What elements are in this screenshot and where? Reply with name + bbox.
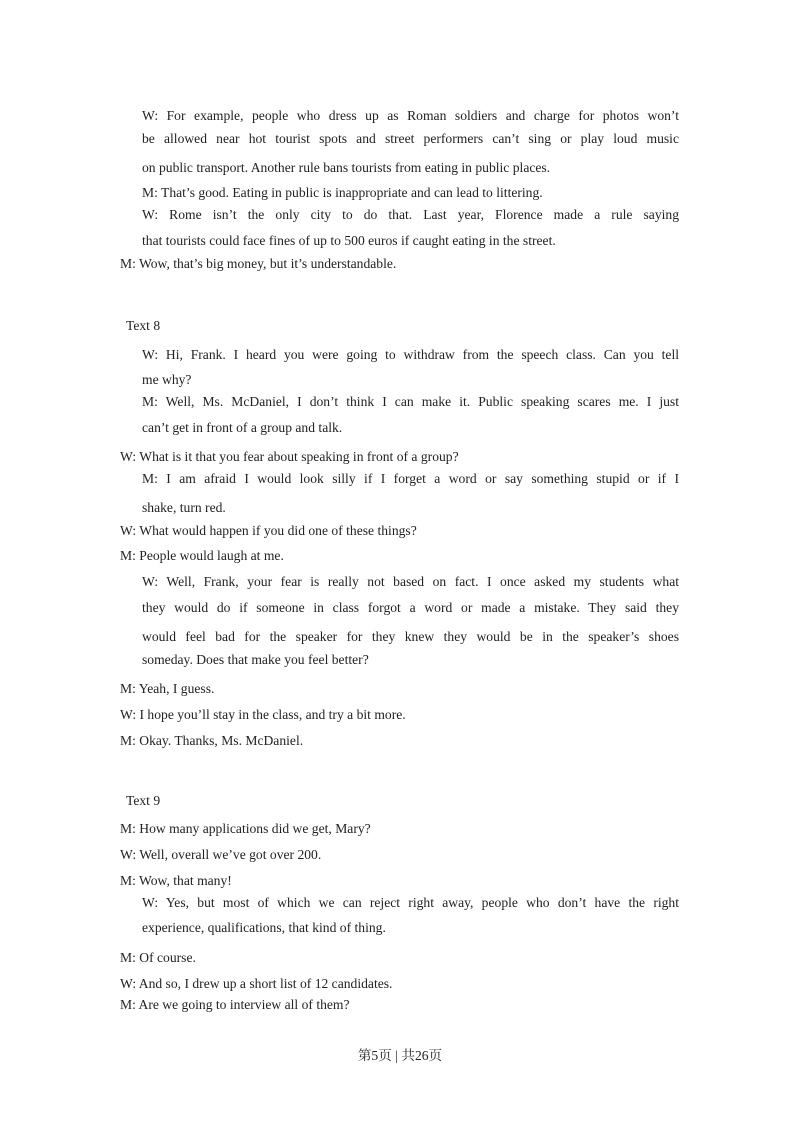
- dialogue-line: M: Okay. Thanks, Ms. McDaniel.: [120, 733, 304, 748]
- dialogue-line: M: I am afraid I would look silly if I forget a word or say something stupid or if I: [142, 471, 679, 486]
- dialogue-line: M: That’s good. Eating in public is inappropriate and can lead to littering.: [142, 185, 543, 200]
- dialogue-line: M: People would laugh at me.: [120, 548, 284, 563]
- dialogue-line: W: Hi, Frank. I heard you were going to withdraw from the speech class. Can you tell: [142, 347, 679, 362]
- dialogue-line: M: Wow, that many!: [120, 873, 232, 888]
- section-heading-text9: Text 9: [126, 793, 161, 808]
- dialogue-line: would feel bad for the speaker for they knew they would be in the speaker’s shoes: [142, 629, 679, 644]
- page-number: 第5页 | 共26页: [357, 1048, 443, 1063]
- dialogue-line: they would do if someone in class forgot a word or made a mistake. They said they: [142, 600, 679, 615]
- dialogue-line: M: Of course.: [120, 950, 196, 965]
- dialogue-line: M: Well, Ms. McDaniel, I don’t think I can make it. Public speaking scares me. I just: [142, 394, 679, 409]
- dialogue-line: M: Wow, that’s big money, but it’s understandable.: [120, 256, 397, 271]
- dialogue-line: be allowed near hot tourist spots and street performers can’t sing or play loud music: [142, 131, 679, 146]
- dialogue-line: W: Rome isn’t the only city to do that. Last year, Florence made a rule saying: [142, 207, 679, 222]
- dialogue-line: W: I hope you’ll stay in the class, and try a bit more.: [120, 707, 406, 722]
- dialogue-line: me why?: [142, 372, 192, 387]
- dialogue-line: W: What would happen if you did one of these things?: [120, 523, 417, 538]
- dialogue-line: M: How many applications did we get, Mary?: [120, 821, 371, 836]
- dialogue-line: W: What is it that you fear about speaking in front of a group?: [120, 449, 459, 464]
- dialogue-line: M: Are we going to interview all of them?: [120, 997, 350, 1012]
- dialogue-line: someday. Does that make you feel better?: [142, 652, 369, 667]
- dialogue-line: can’t get in front of a group and talk.: [142, 420, 343, 435]
- dialogue-line: shake, turn red.: [142, 500, 226, 515]
- dialogue-line: W: Well, overall we’ve got over 200.: [120, 847, 322, 862]
- dialogue-line: experience, qualifications, that kind of thing.: [142, 920, 386, 935]
- dialogue-line: W: For example, people who dress up as Roman soldiers and charge for photos won’t: [142, 108, 679, 123]
- dialogue-line: M: Yeah, I guess.: [120, 681, 215, 696]
- dialogue-line: that tourists could face fines of up to 500 euros if caught eating in the street.: [142, 233, 556, 248]
- dialogue-line: W: Well, Frank, your fear is really not based on fact. I once asked my students what: [142, 574, 679, 589]
- dialogue-line: W: Yes, but most of which we can reject right away, people who don’t have the right: [142, 895, 679, 910]
- dialogue-line: W: And so, I drew up a short list of 12 candidates.: [120, 976, 393, 991]
- dialogue-line: on public transport. Another rule bans tourists from eating in public places.: [142, 160, 551, 175]
- section-heading-text8: Text 8: [126, 318, 161, 333]
